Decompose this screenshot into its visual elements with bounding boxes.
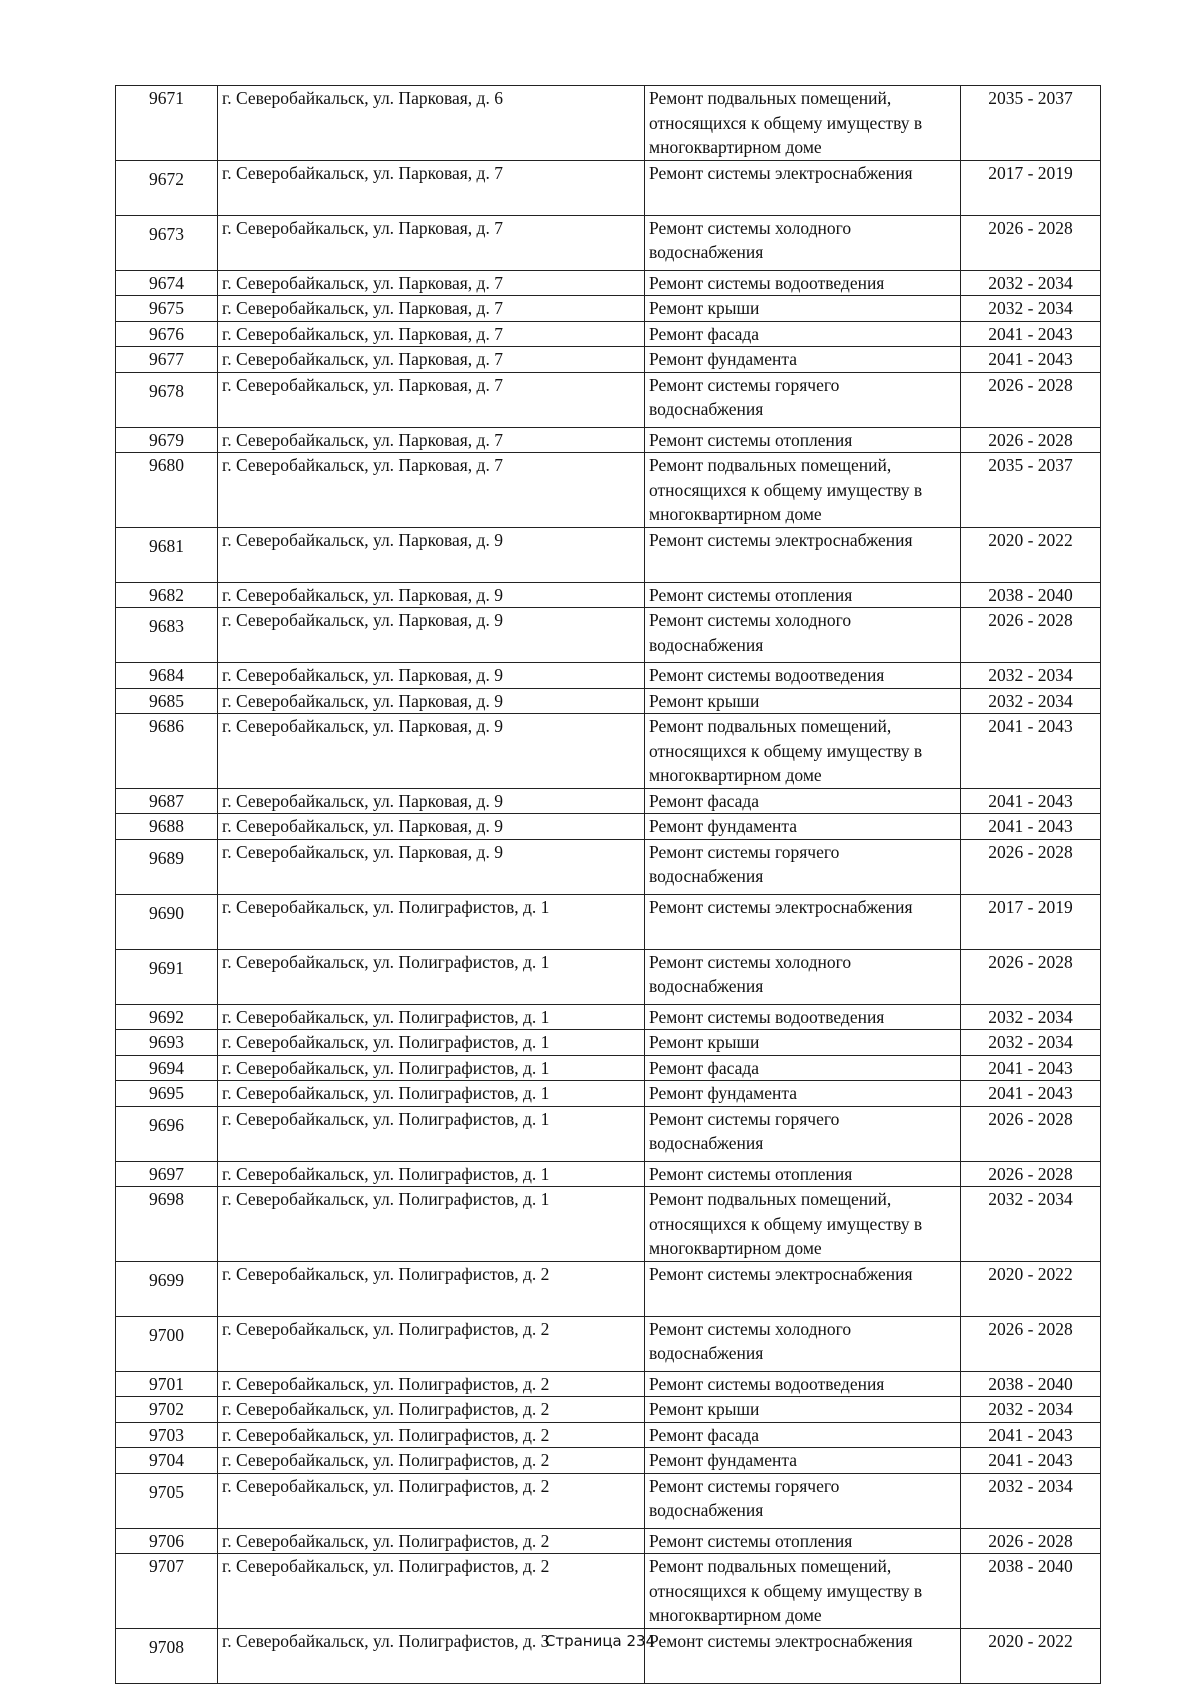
period-cell: 2026 - 2028 xyxy=(961,427,1101,453)
address-cell: г. Северобайкальск, ул. Полиграфистов, д. 1 xyxy=(218,1106,645,1161)
address-cell: г. Северобайкальск, ул. Парковая, д. 9 xyxy=(218,663,645,689)
table-row xyxy=(116,608,1101,663)
period-cell: 2041 - 2043 xyxy=(961,714,1101,789)
work-type-cell: Ремонт системы холодного водоснабжения xyxy=(645,1316,961,1371)
address-cell: г. Северобайкальск, ул. Парковая, д. 9 xyxy=(218,714,645,789)
table-row xyxy=(116,1448,1101,1474)
period-cell: 2041 - 2043 xyxy=(961,347,1101,373)
row-number-cell: 9673 xyxy=(116,215,218,270)
period-cell: 2026 - 2028 xyxy=(961,1316,1101,1371)
address-cell: г. Северобайкальск, ул. Парковая, д. 9 xyxy=(218,582,645,608)
row-number-cell: 9692 xyxy=(116,1004,218,1030)
address-cell: г. Северобайкальск, ул. Полиграфистов, д. 1 xyxy=(218,894,645,949)
work-type-cell: Ремонт системы холодного водоснабжения xyxy=(645,215,961,270)
row-number-cell: 9682 xyxy=(116,582,218,608)
work-type-cell: Ремонт системы водоотведения xyxy=(645,270,961,296)
table-row xyxy=(116,788,1101,814)
work-type-cell: Ремонт фундамента xyxy=(645,1081,961,1107)
table-row xyxy=(116,814,1101,840)
row-number-cell: 9681 xyxy=(116,527,218,582)
address-cell: г. Северобайкальск, ул. Парковая, д. 6 xyxy=(218,86,645,161)
address-cell: г. Северобайкальск, ул. Полиграфистов, д. 2 xyxy=(218,1473,645,1528)
work-type-cell: Ремонт подвальных помещений, относящихся к общему имуществу в многоквартирном доме xyxy=(645,714,961,789)
work-type-cell: Ремонт крыши xyxy=(645,296,961,322)
row-number-cell: 9696 xyxy=(116,1106,218,1161)
address-cell: г. Северобайкальск, ул. Парковая, д. 9 xyxy=(218,527,645,582)
period-cell: 2032 - 2034 xyxy=(961,1187,1101,1262)
row-number-cell: 9693 xyxy=(116,1030,218,1056)
table-row xyxy=(116,1030,1101,1056)
work-type-cell: Ремонт фасада xyxy=(645,1422,961,1448)
table-row xyxy=(116,1473,1101,1528)
address-cell: г. Северобайкальск, ул. Полиграфистов, д. 2 xyxy=(218,1554,645,1629)
address-cell: г. Северобайкальск, ул. Полиграфистов, д. 2 xyxy=(218,1528,645,1554)
period-cell: 2041 - 2043 xyxy=(961,1422,1101,1448)
address-cell: г. Северобайкальск, ул. Полиграфистов, д. 1 xyxy=(218,949,645,1004)
row-number-cell: 9675 xyxy=(116,296,218,322)
address-cell: г. Северобайкальск, ул. Парковая, д. 9 xyxy=(218,839,645,894)
address-cell: г. Северобайкальск, ул. Полиграфистов, д. 1 xyxy=(218,1161,645,1187)
period-cell: 2041 - 2043 xyxy=(961,788,1101,814)
address-cell: г. Северобайкальск, ул. Парковая, д. 7 xyxy=(218,296,645,322)
row-number-cell: 9679 xyxy=(116,427,218,453)
table-row xyxy=(116,582,1101,608)
period-cell: 2032 - 2034 xyxy=(961,1030,1101,1056)
period-cell: 2020 - 2022 xyxy=(961,527,1101,582)
row-number-cell: 9684 xyxy=(116,663,218,689)
row-number-cell: 9695 xyxy=(116,1081,218,1107)
address-cell: г. Северобайкальск, ул. Парковая, д. 9 xyxy=(218,608,645,663)
work-type-cell: Ремонт системы горячего водоснабжения xyxy=(645,372,961,427)
work-type-cell: Ремонт системы электроснабжения xyxy=(645,894,961,949)
work-type-cell: Ремонт системы электроснабжения xyxy=(645,160,961,215)
period-cell: 2035 - 2037 xyxy=(961,453,1101,528)
row-number-cell: 9694 xyxy=(116,1055,218,1081)
address-cell: г. Северобайкальск, ул. Полиграфистов, д. 1 xyxy=(218,1055,645,1081)
table-row xyxy=(116,688,1101,714)
period-cell: 2020 - 2022 xyxy=(961,1628,1101,1683)
work-type-cell: Ремонт системы отопления xyxy=(645,1528,961,1554)
table-row xyxy=(116,86,1101,161)
period-cell: 2041 - 2043 xyxy=(961,1055,1101,1081)
work-type-cell: Ремонт подвальных помещений, относящихся к общему имуществу в многоквартирном доме xyxy=(645,453,961,528)
row-number-cell: 9680 xyxy=(116,453,218,528)
address-cell: г. Северобайкальск, ул. Парковая, д. 9 xyxy=(218,788,645,814)
work-type-cell: Ремонт системы горячего водоснабжения xyxy=(645,839,961,894)
row-number-cell: 9701 xyxy=(116,1371,218,1397)
table-row xyxy=(116,427,1101,453)
period-cell: 2017 - 2019 xyxy=(961,894,1101,949)
address-cell: г. Северобайкальск, ул. Полиграфистов, д. 2 xyxy=(218,1371,645,1397)
table-row xyxy=(116,527,1101,582)
work-type-cell: Ремонт фундамента xyxy=(645,347,961,373)
row-number-cell: 9702 xyxy=(116,1397,218,1423)
work-type-cell: Ремонт системы водоотведения xyxy=(645,1004,961,1030)
period-cell: 2026 - 2028 xyxy=(961,949,1101,1004)
row-number-cell: 9699 xyxy=(116,1261,218,1316)
row-number-cell: 9676 xyxy=(116,321,218,347)
work-type-cell: Ремонт подвальных помещений, относящихся к общему имуществу в многоквартирном доме xyxy=(645,86,961,161)
row-number-cell: 9704 xyxy=(116,1448,218,1474)
row-number-cell: 9671 xyxy=(116,86,218,161)
address-cell: г. Северобайкальск, ул. Парковая, д. 7 xyxy=(218,321,645,347)
address-cell: г. Северобайкальск, ул. Полиграфистов, д. 1 xyxy=(218,1187,645,1262)
address-cell: г. Северобайкальск, ул. Парковая, д. 7 xyxy=(218,427,645,453)
row-number-cell: 9691 xyxy=(116,949,218,1004)
table-row xyxy=(116,894,1101,949)
row-number-cell: 9698 xyxy=(116,1187,218,1262)
work-type-cell: Ремонт системы холодного водоснабжения xyxy=(645,949,961,1004)
row-number-cell: 9672 xyxy=(116,160,218,215)
table-row xyxy=(116,1081,1101,1107)
work-type-cell: Ремонт крыши xyxy=(645,1030,961,1056)
table-row xyxy=(116,1371,1101,1397)
table-row xyxy=(116,1261,1101,1316)
address-cell: г. Северобайкальск, ул. Парковая, д. 7 xyxy=(218,372,645,427)
row-number-cell: 9700 xyxy=(116,1316,218,1371)
table-row xyxy=(116,1055,1101,1081)
work-type-cell: Ремонт системы холодного водоснабжения xyxy=(645,608,961,663)
work-type-cell: Ремонт подвальных помещений, относящихся к общему имуществу в многоквартирном доме xyxy=(645,1187,961,1262)
table-row xyxy=(116,1161,1101,1187)
work-type-cell: Ремонт системы горячего водоснабжения xyxy=(645,1106,961,1161)
period-cell: 2026 - 2028 xyxy=(961,1528,1101,1554)
table-row xyxy=(116,215,1101,270)
table-row xyxy=(116,1422,1101,1448)
work-type-cell: Ремонт системы водоотведения xyxy=(645,663,961,689)
address-cell: г. Северобайкальск, ул. Парковая, д. 7 xyxy=(218,347,645,373)
address-cell: г. Северобайкальск, ул. Полиграфистов, д. 2 xyxy=(218,1397,645,1423)
address-cell: г. Северобайкальск, ул. Парковая, д. 7 xyxy=(218,270,645,296)
table-body xyxy=(116,86,1101,1684)
table-row xyxy=(116,296,1101,322)
row-number-cell: 9706 xyxy=(116,1528,218,1554)
period-cell: 2026 - 2028 xyxy=(961,608,1101,663)
table-row xyxy=(116,714,1101,789)
work-type-cell: Ремонт системы водоотведения xyxy=(645,1371,961,1397)
address-cell: г. Северобайкальск, ул. Полиграфистов, д. 1 xyxy=(218,1081,645,1107)
period-cell: 2041 - 2043 xyxy=(961,1448,1101,1474)
table-row xyxy=(116,1316,1101,1371)
work-type-cell: Ремонт системы отопления xyxy=(645,1161,961,1187)
page-number: Страница 234 xyxy=(544,1632,656,1650)
work-type-cell: Ремонт фасада xyxy=(645,321,961,347)
row-number-cell: 9689 xyxy=(116,839,218,894)
table-row xyxy=(116,1554,1101,1629)
address-cell: г. Северобайкальск, ул. Полиграфистов, д. 2 xyxy=(218,1316,645,1371)
table-row xyxy=(116,1004,1101,1030)
address-cell: г. Северобайкальск, ул. Полиграфистов, д. 2 xyxy=(218,1261,645,1316)
table-row xyxy=(116,321,1101,347)
period-cell: 2038 - 2040 xyxy=(961,582,1101,608)
row-number-cell: 9686 xyxy=(116,714,218,789)
work-type-cell: Ремонт фасада xyxy=(645,1055,961,1081)
table-row xyxy=(116,372,1101,427)
address-cell: г. Северобайкальск, ул. Парковая, д. 9 xyxy=(218,688,645,714)
row-number-cell: 9687 xyxy=(116,788,218,814)
work-type-cell: Ремонт системы электроснабжения xyxy=(645,1628,961,1683)
table-row xyxy=(116,1528,1101,1554)
row-number-cell: 9703 xyxy=(116,1422,218,1448)
period-cell: 2032 - 2034 xyxy=(961,663,1101,689)
address-cell: г. Северобайкальск, ул. Полиграфистов, д. 3 xyxy=(218,1628,645,1683)
address-cell: г. Северобайкальск, ул. Полиграфистов, д. 1 xyxy=(218,1030,645,1056)
period-cell: 2032 - 2034 xyxy=(961,688,1101,714)
address-cell: г. Северобайкальск, ул. Парковая, д. 9 xyxy=(218,814,645,840)
period-cell: 2026 - 2028 xyxy=(961,215,1101,270)
table-row xyxy=(116,453,1101,528)
address-cell: г. Северобайкальск, ул. Парковая, д. 7 xyxy=(218,160,645,215)
period-cell: 2038 - 2040 xyxy=(961,1371,1101,1397)
table-row xyxy=(116,160,1101,215)
row-number-cell: 9690 xyxy=(116,894,218,949)
table-row xyxy=(116,663,1101,689)
row-number-cell: 9697 xyxy=(116,1161,218,1187)
period-cell: 2032 - 2034 xyxy=(961,296,1101,322)
table-row xyxy=(116,347,1101,373)
address-cell: г. Северобайкальск, ул. Полиграфистов, д. 2 xyxy=(218,1422,645,1448)
row-number-cell: 9678 xyxy=(116,372,218,427)
period-cell: 2032 - 2034 xyxy=(961,1397,1101,1423)
period-cell: 2017 - 2019 xyxy=(961,160,1101,215)
address-cell: г. Северобайкальск, ул. Полиграфистов, д. 2 xyxy=(218,1448,645,1474)
period-cell: 2026 - 2028 xyxy=(961,839,1101,894)
period-cell: 2041 - 2043 xyxy=(961,321,1101,347)
period-cell: 2041 - 2043 xyxy=(961,1081,1101,1107)
period-cell: 2041 - 2043 xyxy=(961,814,1101,840)
address-cell: г. Северобайкальск, ул. Парковая, д. 7 xyxy=(218,215,645,270)
period-cell: 2035 - 2037 xyxy=(961,86,1101,161)
row-number-cell: 9674 xyxy=(116,270,218,296)
row-number-cell: 9708 xyxy=(116,1628,218,1683)
work-type-cell: Ремонт системы горячего водоснабжения xyxy=(645,1473,961,1528)
period-cell: 2032 - 2034 xyxy=(961,1004,1101,1030)
table-row xyxy=(116,1397,1101,1423)
work-type-cell: Ремонт системы электроснабжения xyxy=(645,1261,961,1316)
period-cell: 2026 - 2028 xyxy=(961,1106,1101,1161)
work-type-cell: Ремонт системы отопления xyxy=(645,427,961,453)
work-type-cell: Ремонт системы отопления xyxy=(645,582,961,608)
row-number-cell: 9705 xyxy=(116,1473,218,1528)
address-cell: г. Северобайкальск, ул. Парковая, д. 7 xyxy=(218,453,645,528)
work-type-cell: Ремонт системы электроснабжения xyxy=(645,527,961,582)
row-number-cell: 9685 xyxy=(116,688,218,714)
work-type-cell: Ремонт фундамента xyxy=(645,814,961,840)
work-type-cell: Ремонт фундамента xyxy=(645,1448,961,1474)
period-cell: 2032 - 2034 xyxy=(961,1473,1101,1528)
work-type-cell: Ремонт фасада xyxy=(645,788,961,814)
work-type-cell: Ремонт крыши xyxy=(645,688,961,714)
period-cell: 2038 - 2040 xyxy=(961,1554,1101,1629)
row-number-cell: 9683 xyxy=(116,608,218,663)
period-cell: 2026 - 2028 xyxy=(961,1161,1101,1187)
table-row xyxy=(116,1187,1101,1262)
row-number-cell: 9688 xyxy=(116,814,218,840)
address-cell: г. Северобайкальск, ул. Полиграфистов, д. 1 xyxy=(218,1004,645,1030)
table-row xyxy=(116,270,1101,296)
table-row xyxy=(116,1106,1101,1161)
row-number-cell: 9707 xyxy=(116,1554,218,1629)
period-cell: 2026 - 2028 xyxy=(961,372,1101,427)
row-number-cell: 9677 xyxy=(116,347,218,373)
period-cell: 2032 - 2034 xyxy=(961,270,1101,296)
period-cell: 2020 - 2022 xyxy=(961,1261,1101,1316)
table-row xyxy=(116,839,1101,894)
repair-schedule-table xyxy=(115,85,1101,1684)
work-type-cell: Ремонт крыши xyxy=(645,1397,961,1423)
table-row xyxy=(116,949,1101,1004)
work-type-cell: Ремонт подвальных помещений, относящихся к общему имуществу в многоквартирном доме xyxy=(645,1554,961,1629)
